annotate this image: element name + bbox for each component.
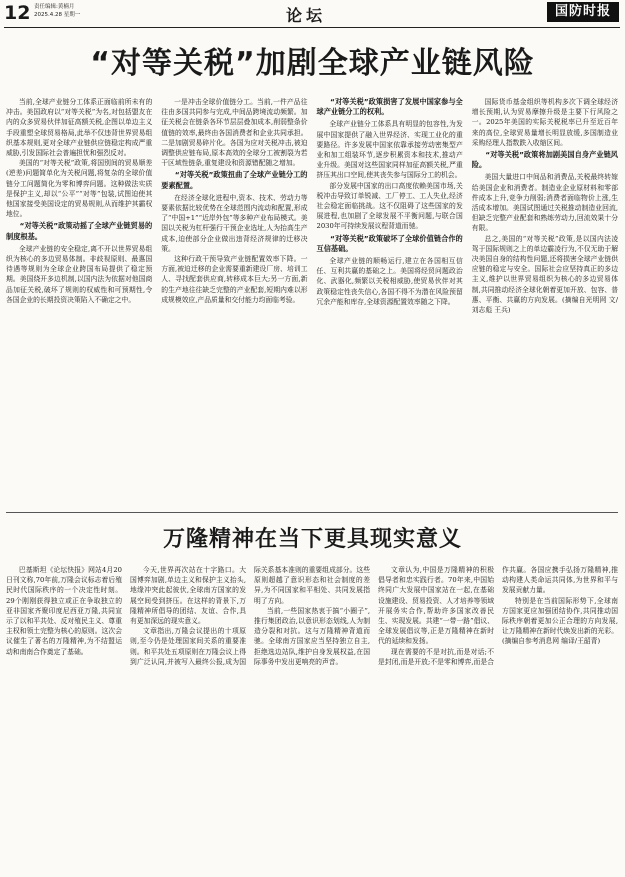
section-heading: “对等关税”政策损害了发展中国家参与全球产业链分工的权利。 — [316, 97, 463, 117]
body-paragraph: 部分发展中国家的出口高度依赖美国市场,关税冲击导致订单锐减、工厂停工、工人失业,经济社会稳定面临挑战。这不仅阻碍了这些国家的发展进程,也加剧了全球发展不平衡问题,与联合国2030年可持续发展议程背道而驰。 — [316, 181, 463, 231]
body-paragraph: 一是冲击全球价值链分工。当前,一件产品往往由多国共同参与完成,中间品跨境流动频繁。加征关税会在链条各环节层层叠加成本,削弱整条价值链的效率,最终由各国消费者和企业共同承担。二是加剧贸易碎片化。各国为应对关税冲击,被迫调整供应链布局,原本高效的全球分工被割裂为若干区域性链条,重复建设和资源错配随之增加。 — [161, 98, 308, 168]
header-meta — [34, 3, 80, 19]
article-headline: “对等关税”加剧全球产业链风险 — [90, 46, 535, 81]
body-paragraph: 今天,世界再次站在十字路口。大国博弈加剧,单边主义和保护主义抬头,地缘冲突此起彼伏,全球南方国家的发展空间受到挤压。在这样的背景下,万隆精神所倡导的团结、友谊、合作,具有更加深远的现实意义。 — [130, 566, 246, 626]
page-header — [0, 0, 625, 26]
section-heading: “对等关税”政策将加剧美国自身产业链风险。 — [471, 150, 618, 170]
body-paragraph: 当前,一些国家热衷于搞“小圈子”,推行集团政治,以意识形态划线,人为制造分裂和对抗。这与万隆精神背道而驰。全球南方国家应当坚持独立自主,拒绝选边站队,维护自身发展权益,在国际事务中发出更响亮的声音。 — [254, 606, 370, 666]
date-line: 2025.4.28 星期一 — [34, 12, 81, 18]
body-paragraph: 美国大量进口中间品和消费品,关税最终转嫁给美国企业和消费者。制造业企业原材料和零部件成本上升,竞争力削弱;消费者面临物价上涨,生活成本增加。美国试图通过关税推动制造业回流,但缺乏完整产业配套和熟练劳动力,回流效果十分有限。 — [471, 173, 618, 233]
header-rule — [4, 27, 620, 28]
section-heading: “对等关税”政策破坏了全球价值链合作的互信基础。 — [316, 233, 463, 253]
article-body — [6, 97, 618, 506]
body-paragraph: 现在需要的不是对抗,而是对话;不是封闭,而是开放;不是零和博弈,而是合作共赢。各国应携手弘扬万隆精神,推动构建人类命运共同体,为世界和平与发展贡献力量。 — [378, 566, 618, 666]
second-article-body — [6, 565, 618, 871]
body-paragraph: 国际货币基金组织等机构多次下调全球经济增长预期,认为贸易摩擦升级是主要下行风险之一。2025年美国的实际关税税率已升至近百年来的高位,全球贸易量增长明显放缓,多国制造业采购经理人指数跌入收缩区间。 — [471, 98, 618, 147]
body-paragraph: 特别是在当前国际形势下,全球南方国家更应加强团结协作,共同推动国际秩序朝着更加公正合理的方向发展,让万隆精神在新时代焕发出新的光彩。(摘编自参考消息网 编译/王韶青) — [502, 596, 618, 646]
body-paragraph: 美国的“对等关税”政策,将国别间的贸易顺差(逆差)问题简单化为关税问题,将复杂的全球价值链分工问题简化为零和博弈问题。这种做法实质是保护主义,却以“公平”“对等”包装,试图迫使其他国家接受美国设定的贸易规则,从而维护其霸权地位。 — [6, 159, 153, 219]
body-paragraph: 在经济全球化进程中,资本、技术、劳动力等要素依据比较优势在全球范围内流动和配置,形成了“中国+1”“近岸外包”等多种产业布局模式。美国以关税为杠杆强行干预企业选址,人为抬高生产成本,迫使部分企业做出违背经济规律的迁移决策。 — [161, 193, 308, 253]
newspaper-logo: 国防时报 — [547, 2, 619, 22]
body-paragraph: 这种行政干预导致产业链配置效率下降。一方面,被迫迁移的企业需要重新建设厂房、培训工人、寻找配套供应商,转移成本巨大;另一方面,新的生产地往往缺乏完整的产业配套,短期内难以形成规模效应,产品质量和交付能力均面临考验。 — [161, 255, 308, 304]
article-divider — [6, 512, 618, 513]
body-paragraph: 全球产业链的顺畅运行,建立在各国相互信任、互利共赢的基础之上。美国将经贸问题政治化、武器化,频繁以关税相威胁,使贸易伙伴对其政策稳定性丧失信心,各国不得不为潜在风险预留冗余产能和库存,全球资源配置效率随之下降。 — [316, 257, 463, 306]
body-paragraph: 文章认为,中国是万隆精神的积极倡导者和忠实践行者。70年来,中国始终同广大发展中国家站在一起,在基础设施建设、贸易投资、人才培养等领域开展务实合作,帮助许多国家改善民生、实现发展。共建“一带一路”倡议、全球发展倡议等,正是万隆精神在新时代的延续和发扬。 — [378, 566, 494, 646]
section-title: 论坛 — [286, 6, 327, 25]
body-paragraph: 全球产业链的安全稳定,离不开以世界贸易组织为核心的多边贸易体制。非歧视原则、最惠国待遇等规则为全球企业跨国布局提供了稳定预期。美国绕开多边机制,以国内法为依据对他国商品加征关税,破坏了规则的权威性和可预期性,令各国企业的长期投资决策陷入不确定之中。 — [6, 244, 153, 304]
section-heading: “对等关税”政策扭曲了全球产业链分工的要素配置。 — [161, 170, 308, 190]
body-paragraph: 当前,全球产业链分工体系正面临前所未有的冲击。美国政府以“对等关税”为名,对包括盟友在内的众多贸易伙伴加征高额关税,企图以单边主义手段重塑全球贸易格局,此举不仅违背世界贸易组织基本规则,更对全球产业链供应链稳定构成严重威胁,引发国际社会普遍担忧和强烈反对。 — [6, 98, 153, 158]
editor-line: 责任编辑:黄楠月 — [34, 4, 75, 10]
body-paragraph: 总之,美国的“对等关税”政策,是以国内法凌驾于国际规则之上的单边霸凌行为,不仅无助于解决美国自身的结构性问题,还将损害全球产业链供应链的稳定与安全。国际社会应坚持真正的多边主义,维护以世界贸易组织为核心的多边贸易体制,共同推动经济全球化朝着更加开放、包容、普惠、平衡、共赢的方向发展。(摘编自光明网 文/刘志彪 王兵) — [471, 234, 618, 315]
section-heading: “对等关税”政策动摇了全球产业链贸易的制度根基。 — [6, 221, 153, 241]
second-article-headline: 万隆精神在当下更具现实意义 — [162, 527, 462, 552]
body-paragraph: 文章指出,万隆会议提出的十项原则,至今仍是处理国家间关系的重要准则。和平共处五项原则在万隆会议上得到广泛认同,并被写入最终公报,成为国际关系基本准则的重要组成部分。这些原则超越了意识形态和社会制度的差异,为不同国家和平相处、共同发展指明了方向。 — [130, 566, 370, 666]
page-number: 12 — [4, 2, 31, 24]
body-paragraph: 巴基斯坦《论坛快报》网站4月20日刊文称,70年前,万隆会议标志着后殖民时代国际秩序的一个决定性时刻。29个刚刚获得独立或正在争取独立的亚非国家齐聚印度尼西亚万隆,共同宣示了以和平共处、反对殖民主义、尊重主权和领土完整为核心的原则。这次会议催生了著名的万隆精神,为不结盟运动和南南合作奠定了基础。 — [6, 566, 122, 656]
body-paragraph: 全球产业链分工体系具有明显的包容性,为发展中国家提供了融入世界经济、实现工业化的重要路径。许多发展中国家依靠承接劳动密集型产业和加工组装环节,逐步积累资本和技术,推动产业升级。美国对这些国家同样加征高额关税,严重挤压其出口空间,使其丧失参与国际分工的机会。 — [316, 120, 463, 180]
